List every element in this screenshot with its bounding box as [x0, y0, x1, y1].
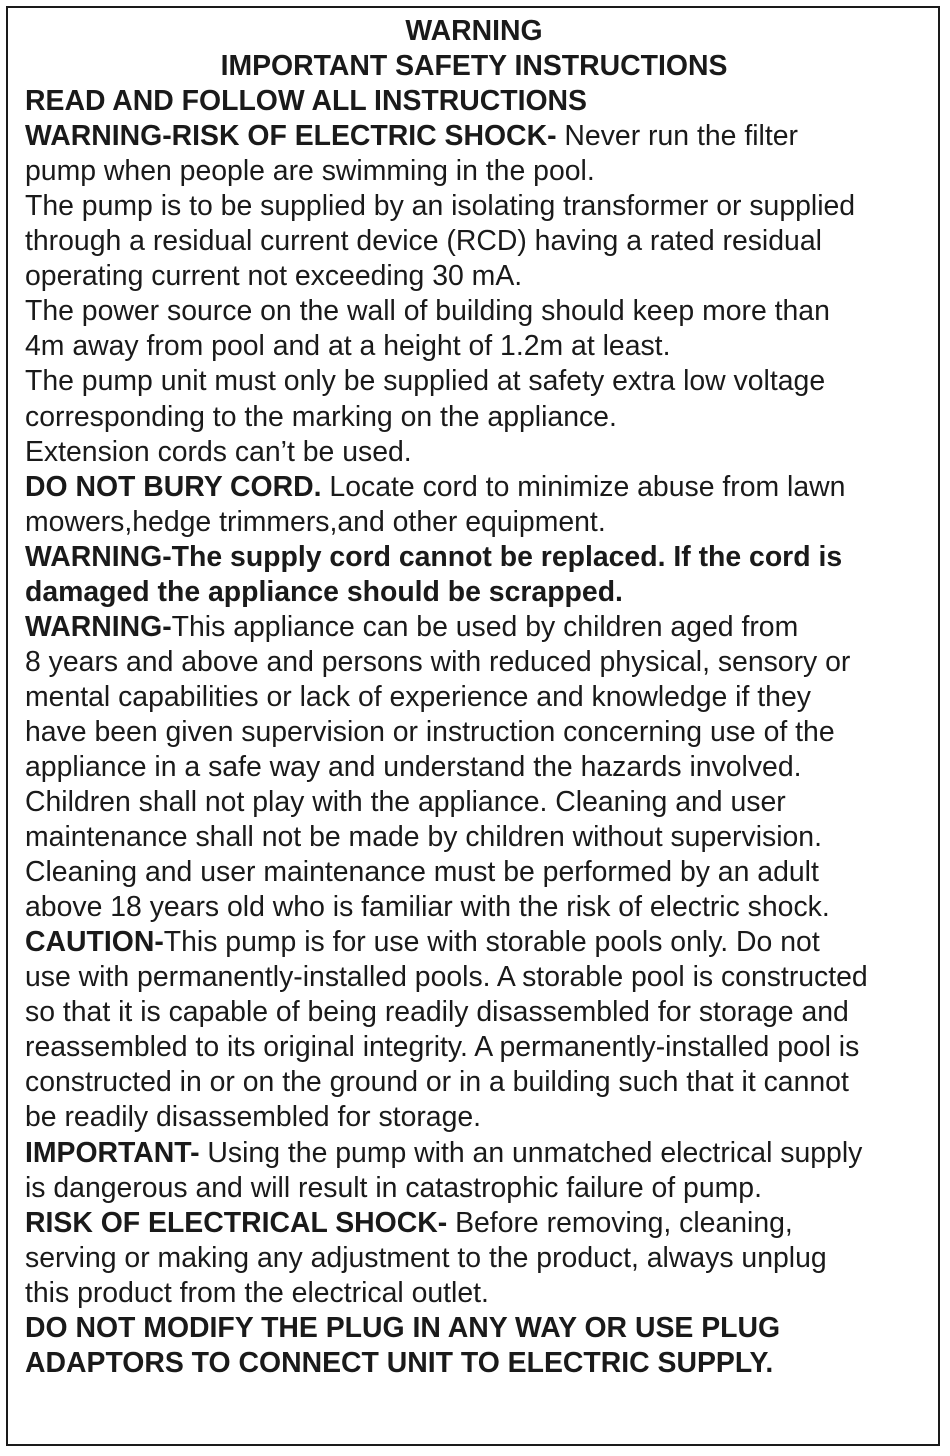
children-line-6: Children shall not play with the appliance. Cleaning and user	[25, 786, 786, 819]
cleaning-line-2: above 18 years old who is familiar with the risk of electric shock.	[25, 891, 830, 924]
power-source-line-1: The power source on the wall of building should keep more than	[25, 295, 830, 328]
children-line-5: appliance in a safe way and understand the hazards involved.	[25, 750, 802, 783]
power-source-line-2: 4m away from pool and at a height of 1.2m at least.	[25, 330, 671, 363]
caution-line-2: use with permanently-installed pools. A storable pool is constructed	[25, 961, 868, 994]
warning-label-body	[25, 14, 937, 1381]
children-line-7: maintenance shall not be made by children without supervision.	[25, 821, 822, 854]
caution-line-4: reassembled to its original integrity. A permanently-installed pool is	[25, 1031, 860, 1064]
cord-warning-line-2: damaged the appliance should be scrapped.	[25, 575, 623, 608]
caution-line-3: so that it is capable of being readily disassembled for storage and	[25, 996, 849, 1029]
children-line-2: 8 years and above and persons with reduced physical, sensory or	[25, 645, 851, 678]
risk-line-3: this product from the electrical outlet.	[25, 1276, 489, 1309]
caution-line-1: CAUTION-This pump is for use with storable pools only. Do not	[25, 926, 820, 959]
caution-line-6: be readily disassembled for storage.	[25, 1101, 482, 1134]
cleaning-line-1: Cleaning and user maintenance must be performed by an adult	[25, 856, 819, 889]
risk-line-1: RISK OF ELECTRICAL SHOCK- Before removing, cleaning,	[25, 1206, 793, 1239]
bury-cord-line-1: DO NOT BURY CORD. Locate cord to minimize abuse from lawn	[25, 470, 846, 503]
shock-warning-line-2: pump when people are swimming in the pool.	[25, 155, 595, 188]
label-subtitle: IMPORTANT SAFETY INSTRUCTIONS	[220, 50, 728, 83]
children-line-3: mental capabilities or lack of experience and knowledge if they	[25, 680, 811, 713]
important-line-1: IMPORTANT- Using the pump with an unmatched electrical supply	[25, 1136, 863, 1169]
label-title: WARNING	[405, 15, 543, 47]
risk-line-2: serving or making any adjustment to the product, always unplug	[25, 1241, 827, 1274]
children-line-4: have been given supervision or instruction concerning use of the	[25, 715, 835, 748]
important-line-2: is dangerous and will result in catastrophic failure of pump.	[25, 1171, 762, 1204]
transformer-line-2: through a residual current device (RCD) having a rated residual	[25, 225, 822, 258]
shock-warning-line-1: WARNING-RISK OF ELECTRIC SHOCK- Never run the filter	[25, 120, 798, 153]
plug-warning-line-1: DO NOT MODIFY THE PLUG IN ANY WAY OR USE PLUG	[25, 1311, 781, 1344]
voltage-line-2: corresponding to the marking on the appliance.	[25, 400, 617, 433]
read-follow-heading: READ AND FOLLOW ALL INSTRUCTIONS	[25, 85, 587, 118]
transformer-line-1: The pump is to be supplied by an isolating transformer or supplied	[25, 190, 856, 223]
bury-cord-line-2: mowers,hedge trimmers,and other equipment.	[25, 505, 606, 538]
children-line-1: WARNING-This appliance can be used by children aged from	[25, 610, 799, 643]
extension-cord-line: Extension cords can’t be used.	[25, 435, 412, 468]
voltage-line-1: The pump unit must only be supplied at safety extra low voltage	[25, 365, 826, 398]
cord-warning-line-1: WARNING-The supply cord cannot be replaced. If the cord is	[25, 540, 843, 573]
plug-warning-line-2: ADAPTORS TO CONNECT UNIT TO ELECTRIC SUPPLY.	[25, 1346, 774, 1379]
caution-line-5: constructed in or on the ground or in a building such that it cannot	[25, 1066, 849, 1099]
transformer-line-3: operating current not exceeding 30 mA.	[25, 260, 523, 293]
